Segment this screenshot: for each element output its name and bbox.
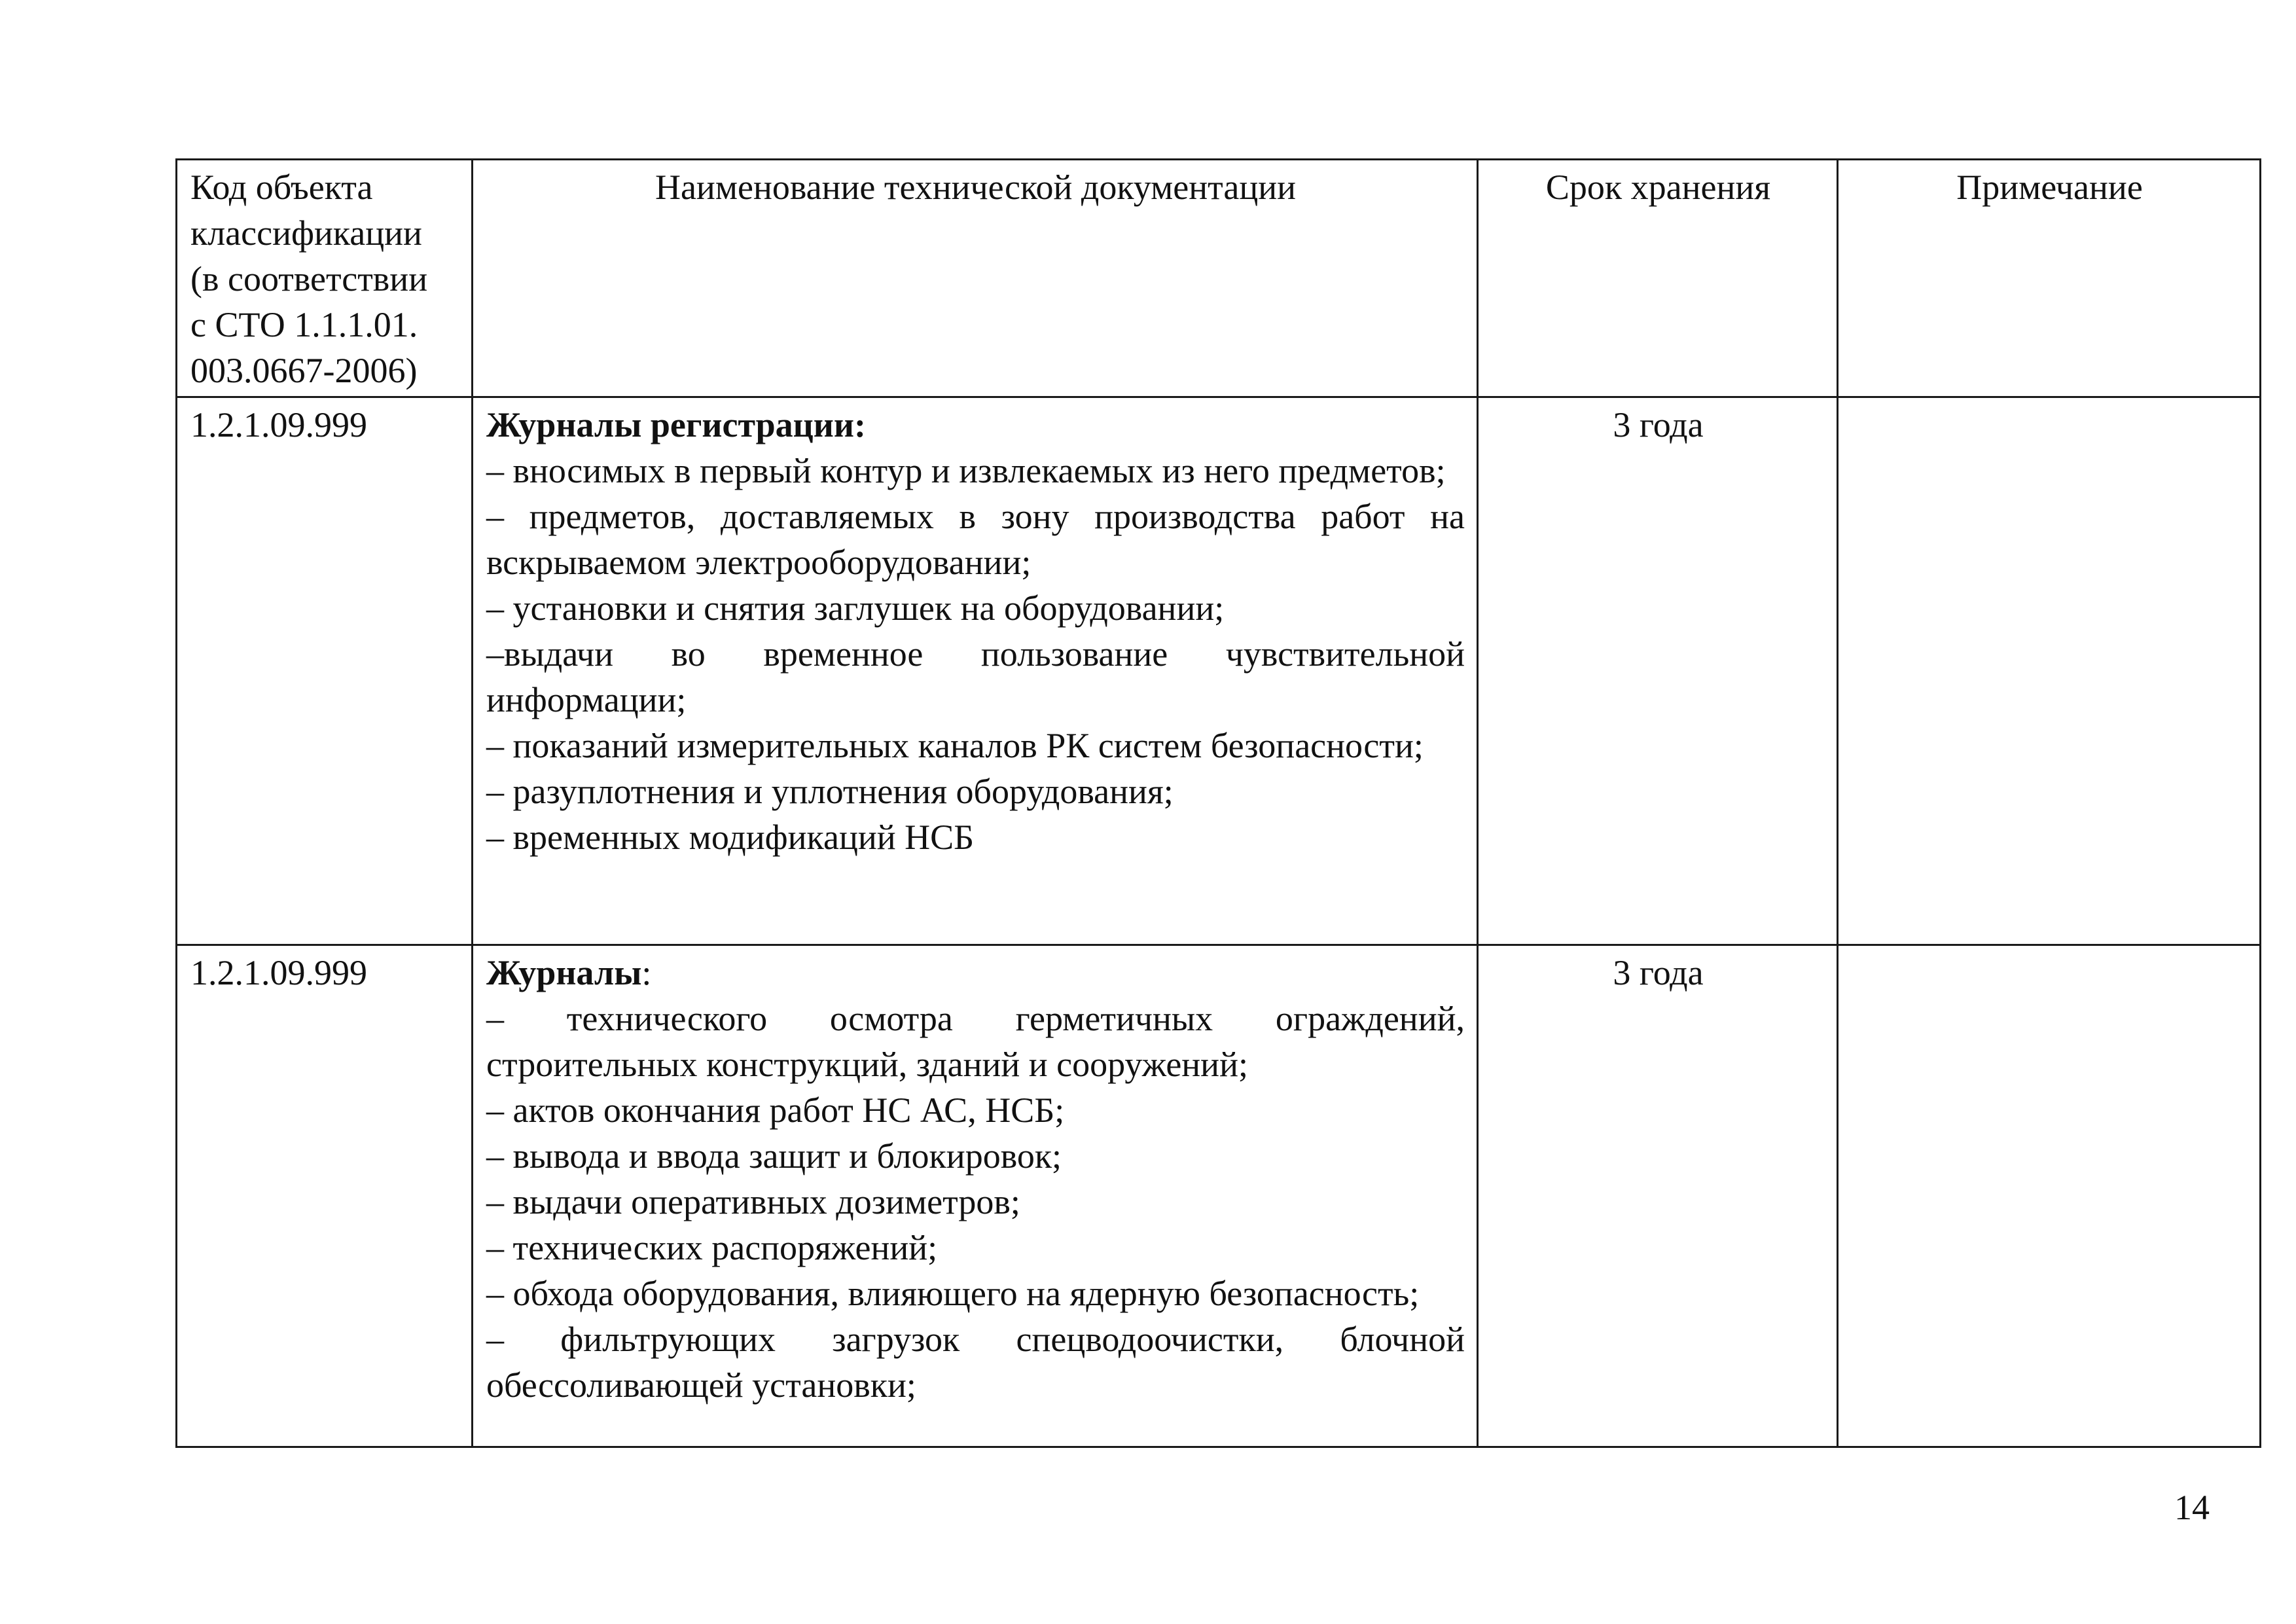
row-code: 1.2.1.09.999 (177, 945, 473, 1447)
documentation-table (175, 158, 2261, 1448)
list-item: – выдачи оперативных дозиметров; (486, 1182, 1020, 1221)
row-title (486, 402, 1465, 448)
list-item: – разуплотнения и уплотнения оборудования; (486, 772, 1174, 811)
row-title-text: Журналы регистрации: (486, 405, 866, 444)
table-row (177, 945, 2261, 1447)
row-note (1838, 945, 2261, 1447)
list-item: – вносимых в первый контур и извлекаемых из него предметов; (486, 451, 1446, 490)
page-number: 14 (2174, 1488, 2210, 1527)
row-term: 3 года (1478, 945, 1838, 1447)
list-item: –выдачи во временное пользование чувствительной информации; (486, 634, 1465, 719)
header-code: Код объекта классификации (в соответствии с СТО 1.1.1.01. 003.0667-2006) (177, 160, 473, 397)
list-item: – вывода и ввода защит и блокировок; (486, 1136, 1062, 1176)
header-term: Срок хранения (1478, 160, 1838, 397)
row-title-suffix: : (641, 953, 652, 992)
row-note (1838, 397, 2261, 945)
row-code: 1.2.1.09.999 (177, 397, 473, 945)
list-item: – фильтрующих загрузок спецводоочистки, блочной обессоливающей установки; (486, 1320, 1465, 1405)
list-item: – актов окончания работ НС АС, НСБ; (486, 1091, 1065, 1130)
header-name: Наименование технической документации (473, 160, 1478, 397)
table-row (177, 397, 2261, 945)
row-title (486, 950, 1465, 996)
list-item: – предметов, доставляемых в зону производства работ на вскрываемом электрооборудовании; (486, 497, 1465, 582)
list-item: – обхода оборудования, влияющего на ядерную безопасность; (486, 1274, 1420, 1313)
header-note: Примечание (1838, 160, 2261, 397)
list-item: – технических распоряжений; (486, 1228, 938, 1267)
table-header-row (177, 160, 2261, 397)
row-title-text: Журналы (486, 953, 642, 992)
list-item: – установки и снятия заглушек на оборудовании; (486, 588, 1225, 628)
row-term: 3 года (1478, 397, 1838, 945)
list-item: – технического осмотра герметичных ограждений, строительных конструкций, зданий и сооружений; (486, 999, 1465, 1084)
row-name-cell (473, 397, 1478, 945)
list-item: – временных модификаций НСБ (486, 818, 975, 857)
list-item: – показаний измерительных каналов РК систем безопасности; (486, 726, 1424, 765)
row-name-cell (473, 945, 1478, 1447)
